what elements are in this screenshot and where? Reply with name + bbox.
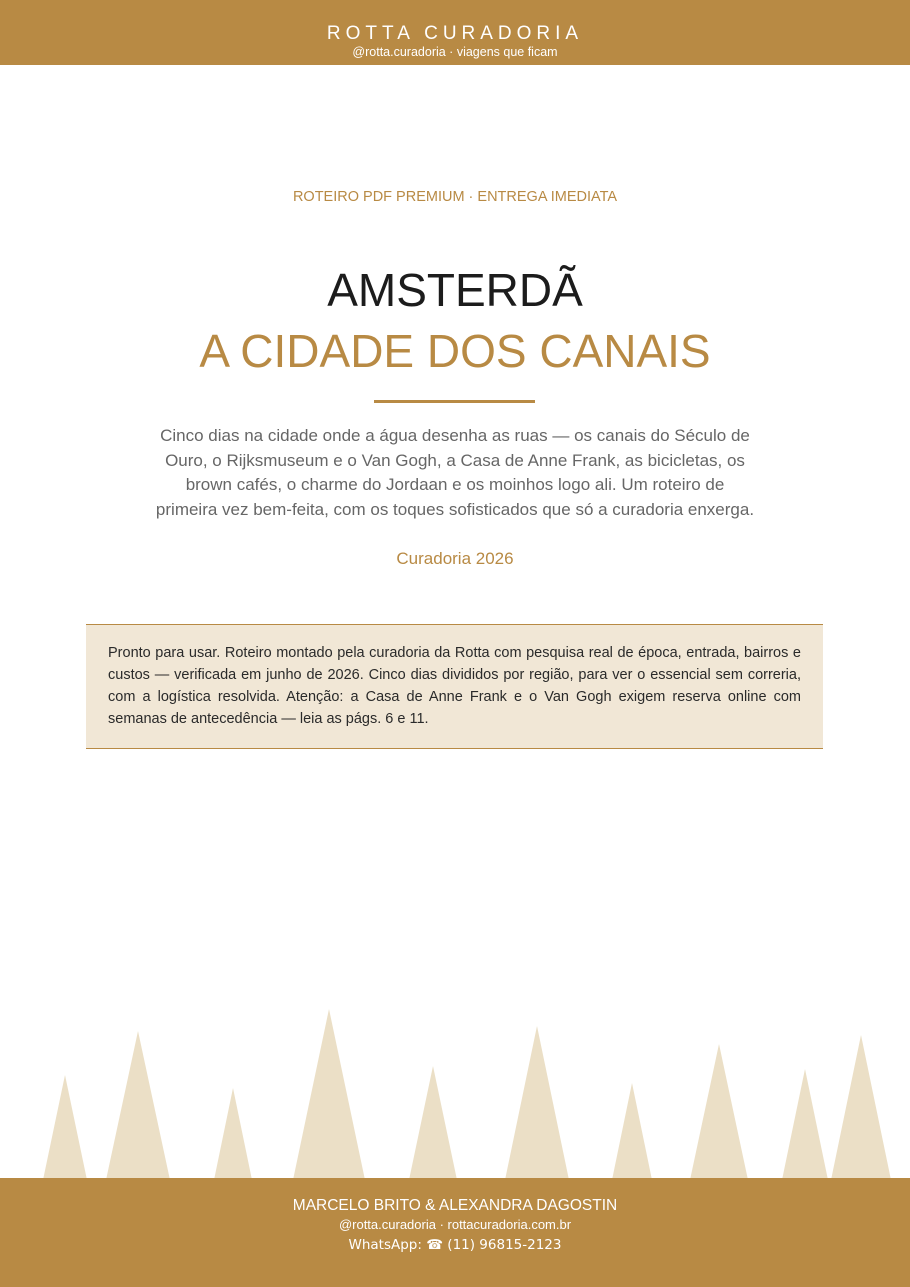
page-subtitle: A CIDADE DOS CANAIS <box>199 325 711 377</box>
notice-text: Pronto para usar. Roteiro montado pela curadoria da Rotta com pesquisa real de época, entrada, bairros e custos — verificada em junho de 2026. Cinco dias divididos por região, para ver o essencial sem correria, com a logística resolvida. Atenção: a Casa de Anne Frank e o Van Gogh exigem reserva online com semanas de antecedência — leia as págs. 6 e 11. <box>108 645 801 727</box>
product-kicker: ROTEIRO PDF PREMIUM · ENTREGA IMEDIATA <box>292 189 618 205</box>
decor-triangle <box>214 1088 252 1180</box>
decorative-triangles <box>0 1000 910 1180</box>
decor-triangle <box>782 1069 828 1180</box>
decor-triangle <box>293 1009 365 1180</box>
title-divider <box>374 400 535 403</box>
edition-label: Curadoria 2026 <box>396 549 514 568</box>
top-banner <box>0 0 910 65</box>
decor-triangle <box>831 1035 891 1180</box>
decor-triangle <box>106 1031 170 1180</box>
decor-triangle <box>690 1044 748 1180</box>
decor-triangle <box>505 1026 569 1180</box>
page-title: AMSTERDÃ <box>327 264 583 316</box>
footer-banner <box>0 1178 910 1287</box>
decor-triangle <box>409 1066 457 1180</box>
notice-box <box>86 624 823 749</box>
brand-tagline: @rotta.curadoria · viagens que ficam <box>352 45 558 59</box>
contact-line[interactable]: @rotta.curadoria · rottacuradoria.com.br <box>338 1217 572 1232</box>
whatsapp-line[interactable]: WhatsApp: ☎ (11) 96815-2123 <box>348 1237 562 1253</box>
intro-paragraph: Cinco dias na cidade onde a água desenha as ruas — os canais do Século de Ouro, o Rijksmuseum e o Van Gogh, a Casa de Anne Frank, as bicicletas, os brown cafés, o charme do Jordaan e os moinhos logo ali. Um roteiro de primeira vez bem-feita, com os toques sofisticados que só a curadoria enxerga. <box>155 426 755 519</box>
authors: MARCELO BRITO & ALEXANDRA DAGOSTIN <box>292 1197 618 1214</box>
brand-name: ROTTA CURADORIA <box>326 23 584 44</box>
decor-triangle <box>43 1075 87 1180</box>
decor-triangle <box>612 1083 652 1180</box>
